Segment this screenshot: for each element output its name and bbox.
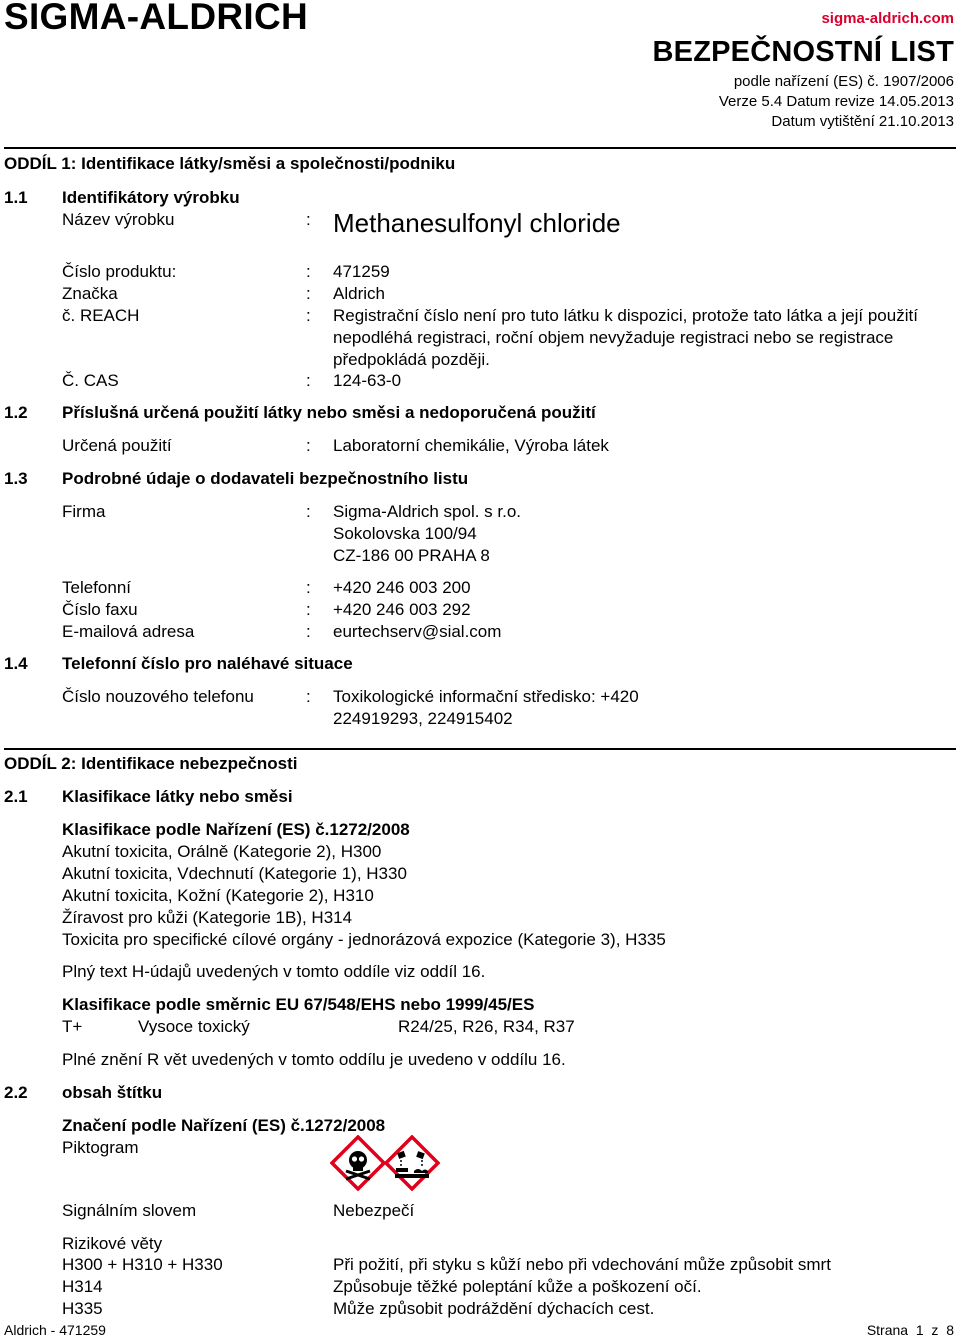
- brand-label: Značka: [62, 284, 118, 303]
- subsection-number: 1.2: [4, 403, 28, 422]
- clp-item: Akutní toxicita, Kožní (Kategorie 2), H310: [62, 886, 374, 905]
- document-title: BEZPEČNOSTNÍ LIST: [652, 36, 954, 68]
- use-label: Určená použití: [62, 436, 172, 455]
- colon: :: [306, 622, 311, 641]
- emergency-label: Číslo nouzového telefonu: [62, 687, 254, 706]
- eu-r-phrases: R24/25, R26, R34, R37: [398, 1017, 575, 1036]
- footer-product-ref: Aldrich - 471259: [4, 1322, 106, 1338]
- page-number: 1: [915, 1322, 924, 1338]
- section-divider: [4, 748, 956, 750]
- reach-value: Registrační číslo není pro tuto látku k dispozici, protože tato látka a její použití nepodléhá registraci, roční objem nevyžaduje registraci nebo se registrace předpokládá později.: [333, 306, 918, 369]
- colon: :: [306, 436, 311, 455]
- label-regulation-title: Značení podle Nařízení (ES) č.1272/2008: [62, 1116, 386, 1135]
- subsection-number: 2.2: [4, 1083, 28, 1102]
- email-link[interactable]: eurtechserv@sial.com: [333, 622, 502, 641]
- clp-item: Akutní toxicita, Vdechnutí (Kategorie 1), H330: [62, 864, 407, 883]
- colon: :: [306, 371, 311, 390]
- emergency-line-2: 224919293, 224915402: [333, 709, 513, 728]
- skull-crossbones-icon: [330, 1135, 386, 1191]
- section-divider: [4, 147, 956, 149]
- subsection-number: 1.4: [4, 654, 28, 673]
- company-city: CZ-186 00 PRAHA 8: [333, 546, 490, 565]
- subsection-title: Telefonní číslo pro naléhavé situace: [62, 654, 353, 673]
- pictogram-label: Piktogram: [62, 1138, 139, 1157]
- eu-classification-title: Klasifikace podle směrnic EU 67/548/EHS nebo 1999/45/ES: [62, 995, 535, 1014]
- h-statement-note: Plný text H-údajů uvedených v tomto oddíle viz oddíl 16.: [62, 962, 486, 981]
- subsection-number: 2.1: [4, 787, 28, 806]
- page-of: z: [931, 1322, 939, 1338]
- eu-description: Vysoce toxický: [138, 1017, 250, 1036]
- colon: :: [306, 210, 311, 229]
- hazard-statements-label: Rizikové věty: [62, 1234, 163, 1253]
- brand-value: Aldrich: [333, 284, 385, 303]
- emergency-line-1: Toxikologické informační středisko: +420: [333, 687, 639, 706]
- product-name-label: Název výrobku: [62, 210, 175, 229]
- fax-label: Číslo faxu: [62, 600, 138, 619]
- subsection-title: obsah štítku: [62, 1083, 163, 1102]
- company-name: Sigma-Aldrich spol. s r.o.: [333, 502, 522, 521]
- page-total: 8: [946, 1322, 954, 1338]
- hazard-code: H300 + H310 + H330: [62, 1255, 223, 1274]
- clp-classification-title: Klasifikace podle Nařízení (ES) č.1272/2008: [62, 820, 410, 839]
- page-indicator: [867, 1322, 954, 1338]
- colon: :: [306, 600, 311, 619]
- colon: :: [306, 687, 311, 706]
- company-label: Firma: [62, 502, 106, 521]
- subsection-title: Příslušná určená použití látky nebo směsi a nedoporučená použití: [62, 403, 596, 422]
- subsection-number: 1.1: [4, 188, 28, 207]
- colon: :: [306, 578, 311, 597]
- page-word: Strana: [866, 1322, 909, 1338]
- product-number-label: Číslo produktu:: [62, 262, 177, 281]
- website-link[interactable]: sigma-aldrich.com: [821, 10, 954, 27]
- colon: :: [306, 502, 311, 521]
- email-label: E-mailová adresa: [62, 622, 195, 641]
- subsection-title: Klasifikace látky nebo směsi: [62, 787, 293, 806]
- corrosion-icon: [384, 1135, 440, 1191]
- fax-value: +420 246 003 292: [333, 600, 471, 619]
- eu-symbol: T+: [62, 1017, 83, 1036]
- hazard-text: Při požití, při styku s kůží nebo při vdechování může způsobit smrt: [333, 1255, 831, 1274]
- section-2-title: ODDÍL 2: Identifikace nebezpečnosti: [4, 754, 298, 773]
- clp-item: Toxicita pro specifické cílové orgány - jednorázová expozice (Kategorie 3), H335: [62, 930, 666, 949]
- regulation-text: podle nařízení (ES) č. 1907/2006: [733, 73, 954, 90]
- hazard-text: Způsobuje těžké poleptání kůže a poškození očí.: [333, 1277, 702, 1296]
- product-name: Methanesulfonyl chloride: [333, 208, 621, 238]
- colon: :: [306, 262, 311, 281]
- colon: :: [306, 284, 311, 303]
- use-value: Laboratorní chemikálie, Výroba látek: [333, 436, 609, 455]
- cas-label: Č. CAS: [62, 371, 119, 390]
- cas-number: 124-63-0: [333, 371, 402, 390]
- print-date-text: Datum vytištění 21.10.2013: [771, 113, 954, 130]
- product-number: 471259: [333, 262, 390, 281]
- reach-label: č. REACH: [62, 306, 140, 325]
- clp-item: Žíravost pro kůži (Kategorie 1B), H314: [62, 908, 353, 927]
- phone-value: +420 246 003 200: [333, 578, 471, 597]
- hazard-code: H314: [62, 1277, 103, 1296]
- brand-logo: SIGMA-ALDRICH: [4, 0, 308, 37]
- signal-word-label: Signálním slovem: [62, 1201, 197, 1220]
- company-street: Sokolovska 100/94: [333, 524, 477, 543]
- hazard-text: Může způsobit podráždění dýchacích cest.: [333, 1299, 655, 1318]
- hazard-code: H335: [62, 1299, 103, 1318]
- phone-label: Telefonní: [62, 578, 131, 597]
- colon: :: [306, 306, 311, 325]
- subsection-title: Podrobné údaje o dodavateli bezpečnostního listu: [62, 469, 469, 488]
- subsection-number: 1.3: [4, 469, 28, 488]
- subsection-title: Identifikátory výrobku: [62, 188, 240, 207]
- signal-word: Nebezpečí: [333, 1201, 415, 1220]
- r-phrase-note: Plné znění R vět uvedených v tomto oddílu je uvedeno v oddílu 16.: [62, 1050, 566, 1069]
- version-text: Verze 5.4 Datum revize 14.05.2013: [718, 93, 954, 110]
- clp-item: Akutní toxicita, Orálně (Kategorie 2), H300: [62, 842, 382, 861]
- section-1-title: ODDÍL 1: Identifikace látky/směsi a společnosti/podniku: [4, 154, 456, 173]
